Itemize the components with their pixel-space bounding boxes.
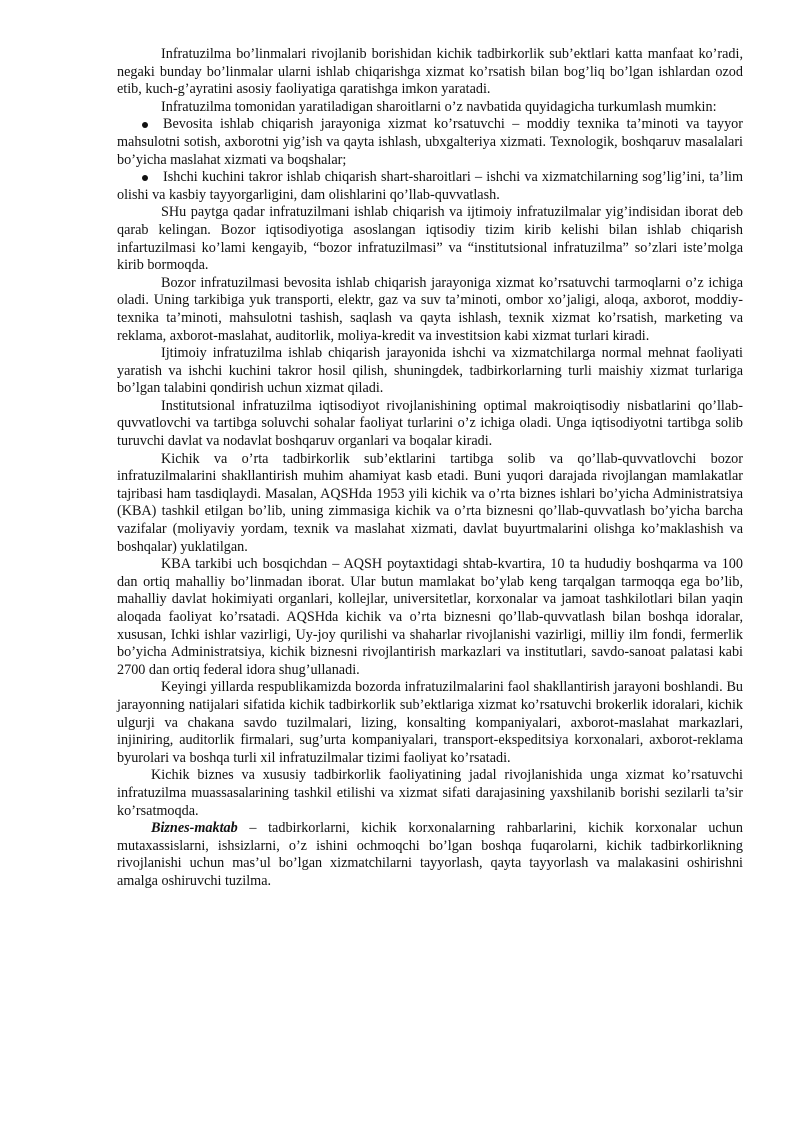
paragraph-7: Kichik va o’rta tadbirkorlik sub’ektlarini tartibga solib va qo’llab-quvvatlovchi bozor infratuzilmalarini shakllantirish muhim ahamiyat kasb etadi. Buni yuqori darajada rivojlangan mamlakatlar tajribasi ham tasdiqlaydi. Masalan, AQSHda 1953 yili kichik va o’rta biznes ishlari bo’yicha Administratsiya (KBA) tashkil etilgan bo’lib, uning zimmasiga kichik va o’rta biznesni qo’llab-quvvatlash bo’yicha barcha vazifalar (moliyaviy yordam, texnik va maslahat xizmati, davlat buyurtmalarini olishga ko’maklashish va boshqalar) yuklatilgan. (117, 450, 743, 555)
paragraph-9: Keyingi yillarda respublikamizda bozorda infratuzilmalarini faol shakllantirish jarayoni boshlandi. Bu jarayonning natijalari sifatida kichik tadbirkorlik sub’ektlariga xizmat ko’rsatuvchi brokerlik idoralari, kichik ulgurji va chakana savdo tuzilmalari, lizing, konsalting kompaniyalari, axborot-maslahat markazlari, injiniring, auditorlik firmalari, sug’urta kompaniyalari, transport-ekspeditsiya korxonalari, axborot-reklama byurolari va boshqa turli xil infratuzilmalar tizimi faoliyat ko’rsatadi. (117, 679, 743, 766)
paragraph-1: Infratuzilma bo’linmalari rivojlanib borishidan kichik tadbirkorlik sub’ektlari katta manfaat ko’radi, negaki bunday bo’linmalar ularni ishlab chiqarishga xizmat ko’rsatish bilan bog’liq bo’lgan ishlardan ozod etib, kuch-g’ayratini asosiy faoliyatiga qaratishga imkon yaratadi. (117, 46, 743, 98)
bullet-item-2 (117, 169, 743, 204)
paragraph-10: Kichik biznes va xususiy tadbirkorlik faoliyatining jadal rivojlanishida unga xizmat ko’rsatuvchi infratuzilma muassasalarining tashkil etilishi va xizmat sifati darajasining yaxshilanib borishi sezilarli ta’sir ko’rsatmoqda. (117, 767, 743, 819)
document-page (117, 46, 743, 891)
paragraph-11 (117, 820, 743, 890)
paragraph-5: Ijtimoiy infratuzilma ishlab chiqarish jarayonida ishchi va xizmatchilarga normal mehnat faoliyati yaratish va ishchi kuchini takror hosil qilish, shuningdek, tadbirkorlarning turli maishiy xizmat turlariga bo’lgan talabini qondirish uchun xizmat qiladi. (117, 345, 743, 397)
paragraph-8: KBA tarkibi uch bosqichdan – AQSH poytaxtidagi shtab-kvartira, 10 ta hududiy boshqarma va 100 dan ortiq mahalliy bo’linmadan iborat. Ular butun mamlakat bo’ylab keng tarqalgan tarmoqqa ega bo’lib, mahalliy davlat hokimiyati organlari, kollejlar, universitetlar, korxonalar va jamoat tashkilotlari bilan yaqin aloqada faoliyat ko’rsatadi. AQSHda kichik va o’rta biznesni qo’llab-quvvatlash bilan boshqa idoralar, xususan, Ichki ishlar vazirligi, Uy-joy qurilishi va shaharlar rivojlanishi vazirligi, milliy ilm fondi, fermerlik bo’yicha Administratsiya, kichik biznesni rivojlantirish markazlari va institutlari, savdo-sanoat palatasi kabi 2700 dan ortiq federal idora shug’ullanadi. (117, 556, 743, 678)
paragraph-3: SHu paytga qadar infratuzilmani ishlab chiqarish va ijtimoiy infratuzilmalar yig’indisidan iborat deb qarab kelingan. Bozor iqtisodiyotiga asoslangan iqtisodiy tizim kirib kelishi bilan ishlab chiqarish infartuzilmasi ko’lami kengayib, “bozor infratuzilmasi” va “institutsional infratuzilma” so’zlari iste’molga kirib bormoqda. (117, 204, 743, 274)
paragraph-2: Infratuzilma tomonidan yaratiladigan sharoitlarni o’z navbatida quyidagicha turkumlash mumkin: (161, 98, 717, 115)
bullet-item-1-text: Bevosita ishlab chiqarish jarayoniga xizmat ko’rsatuvchi – moddiy texnika ta’minoti va tayyor mahsulotni sotish, axborotni yig’ish va qayta ishlash, ubxgalteriya xizmati. Texnologik, boshqaruv masalalari bo’yicha maslahat xizmati va boqshalar; (117, 116, 743, 168)
bullet-item-1 (117, 116, 743, 169)
bullet-icon (142, 175, 148, 181)
paragraph-11-text: – tadbirkorlarni, kichik korxonalarning rahbarlarini, kichik korxonalar uchun mutaxassislarni, ishsizlarni, o’z ishini ochmoqchi bo’lgan boshqa fuqarolarni, kichik tadbirkorlikning rivojlanishi uchun mas’ul bo’lgan xizmatchilarni tayyorlash, qayta tayyorlash va malakasini oshirishni amalga oshiruvchi tuzilma. (117, 820, 743, 889)
paragraph-6: Institutsional infratuzilma iqtisodiyot rivojlanishining optimal makroiqtisodiy nisbatlarini qo’llab-quvvatlovchi va tartibga soluvchi sohalar faoliyat turlarini o’z ichiga oladi. Unga iqtisodiyotni tartibga solib turuvchi davlat va nodavlat boshqaruv organlari va boqalar kiradi. (117, 397, 743, 450)
paragraph-4: Bozor infratuzilmasi bevosita ishlab chiqarish jarayoniga xizmat ko’rsatuvchi tarmoqlarni o’z ichiga oladi. Uning tarkibiga yuk transporti, elektr, gaz va suv ta’minoti, ombor xo’jaligi, aloqa, axborot, moddiy-texnika ta’minoti, mahsulotni tashish, saqlash va qayta ishlash, texnik xizmat ko’rsatish, marketing va reklama, axborot-maslahat, auditorlik, moliya-kredit va investitsion kabi xizmat turlari kiradi. (117, 274, 743, 344)
term-biznes-maktab: Biznes-maktab (151, 820, 238, 837)
bullet-item-2-text: Ishchi kuchini takror ishlab chiqarish shart-sharoitlari – ishchi va xizmatchilarning sog’lig’ini, ta’lim olishi va kasbiy tayyorgarligini, dam olishlarini qo’llab-quvvatlash. (117, 169, 743, 203)
bullet-icon (142, 122, 148, 128)
